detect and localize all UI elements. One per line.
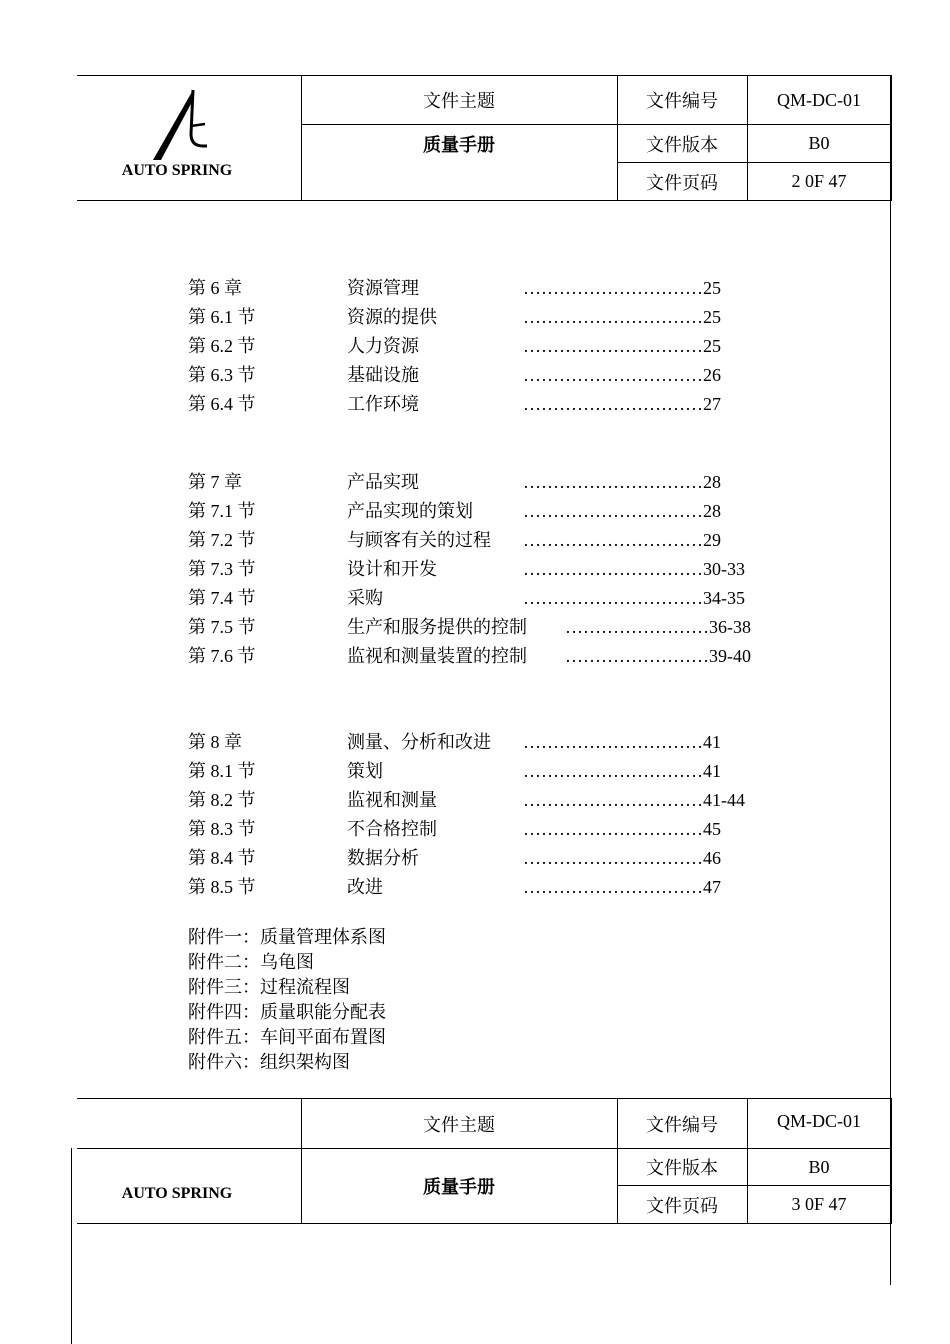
appendix-item: 附件四：质量职能分配表 [188,1002,386,1022]
page-value: 3 0F 47 [747,1186,891,1224]
appendix-item: 附件二：乌龟图 [188,952,314,972]
doc-no-value: QM-DC-01 [747,1099,891,1149]
appendix-list [188,925,386,1075]
doc-no-value: QM-DC-01 [747,76,891,125]
subject-value: 质量手册 [301,125,617,201]
subject-label: 文件主题 [301,76,617,125]
page-value: 2 0F 47 [747,163,891,201]
version-label: 文件版本 [617,125,747,163]
logo-cell [77,1149,301,1224]
page-label: 文件页码 [617,163,747,201]
doc-no-label: 文件编号 [617,76,747,125]
brand-name: AUTO SPRING [121,162,233,179]
appendix-item: 附件五：车间平面布置图 [188,1027,386,1047]
logo-cell-top [77,1099,301,1149]
appendix-item: 附件三：过程流程图 [188,977,350,997]
brand-name: AUTO SPRING [121,1185,233,1202]
page-label: 文件页码 [617,1186,747,1224]
version-value: B0 [747,1149,891,1186]
auto-spring-logo-icon [147,86,217,166]
appendix-item: 附件一：质量管理体系图 [188,927,386,947]
subject-label: 文件主题 [301,1099,617,1149]
document-header-page-1 [77,75,892,201]
document-header-page-2 [77,1098,892,1224]
appendix-item: 附件六：组织架构图 [188,1052,350,1072]
doc-no-label: 文件编号 [617,1099,747,1149]
version-label: 文件版本 [617,1149,747,1186]
page-left-border-lower [71,1148,72,1344]
logo-cell [77,76,301,201]
subject-value: 质量手册 [301,1149,617,1224]
version-value: B0 [747,125,891,163]
